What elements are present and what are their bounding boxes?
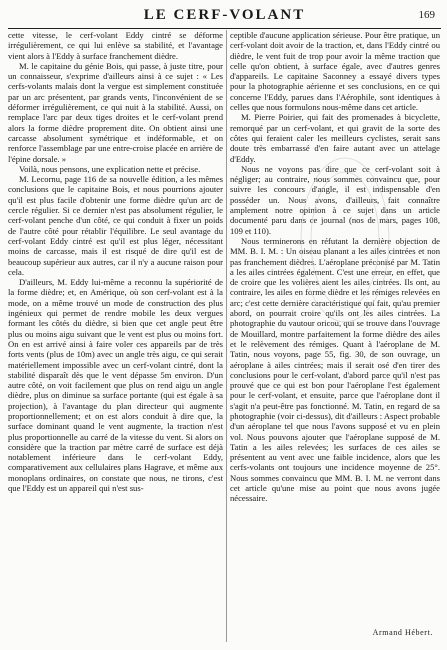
left-column [8,30,223,645]
paragraph: cette vitesse, le cerf-volant Eddy cintré se déforme irrégulièrement, ce qui lui enlève sa stabilité, et l'avantage vient alors à l'Eddy à surface franchement dièdre. [8,30,223,61]
author-signature: Armand Hébert. [372,628,433,637]
paragraph: ceptible d'aucune application sérieuse. Pour être pratique, un cerf-volant doit avoir de la traction, et, dans l'Eddy cintré ou dièdre, le vent fuit de trop pour avoir la même traction que celle qu'on obtient, à surface égale, avec d'autres genres d'appareils. Le capitaine Saconney a essayé divers types pour la photographie aérienne et ses conclusions, en ce qui concerne l'Eddy, parues dans l'Aérophile, sont identiques à celles que nous formulons nous-même dans cet article. [230,30,440,113]
paragraph: M. le capitaine du génie Bois, qui passe, à juste titre, pour un connaisseur, s'exprime d'ailleurs ainsi à ce sujet : « Les cerfs-volants malais dont la vergue est simplement constituée par un arc présentent, par grands vents, l'inconvénient de se déformer irrégulièrement, ce qui nuit à la stabilité. Aussi, on remplace l'arc par deux tiges droites et le cerf-volant prend alors la forme dièdre proprement dite. On obtient ainsi une carcasse absolument symétrique et indéformable, et on renforce l'assemblage par une entre-croise placée en arrière de l'épine dorsale. » [8,60,223,164]
column-rule [226,30,227,642]
paragraph: Voilà, nous pensons, une explication nette et précise. [19,163,201,174]
page-number: 169 [418,9,435,21]
paragraph: Nous ne voyons pas dire que ce cerf-volant soit à négliger; au contraire, nous sommes convaincu que, pour suivre les concours d'angle, il est indispensable d'en posséder un. Nous avons, d'ailleurs, fait connaître amplement notre opinion à ce sujet dans un article documenté paru dans ce journal (nos de mars, pages 108, 109 et 110). [230,163,440,236]
paragraph: M. Lecornu, page 116 de sa nouvelle édition, a les mêmes conclusions que le capitaine Bois, et nous pourrions ajouter qu'il est plus facile d'obtenir une forme dièdre qu'un arc de cercle régulier. Si ce dernier n'est pas absolument régulier, le cerf-volant penche d'un côté, ce qui conduit à fixer un poids de l'autre côté pour rétablir l'équilibre. Le seul avantage du cerf-volant Eddy cintré est qu'il est plus léger, nécessitant moins de carcasse, mais il est risqué de dire qu'il est de beaucoup supérieur aux autres, car il n'y a aucune raison pour cela. [8,174,223,277]
paragraph: M. Pierre Poirier, qui fait des promenades à bicyclette, remorqué par un cerf-volant, et qui gravit de la sorte des côtes qui feraient caler les meilleurs cyclistes, serait sans doute très embarrassé d'en faire autant avec un attelage d'Eddy. [230,112,440,164]
paragraph: Nous terminerons en réfutant la dernière objection de MM. B. I. M. : Un oiseau planant a les ailes cintrées et non pas franchement dièdres. L'aéroplane préconisé par M. Tatin a les ailes cintrées également. C'est une erreur, en effet, que de croire que les volières aient les ailes cintrées. Ils ont, au contraire, les ailes en forme dièdre et les rémiges relevées en arc; c'est cette dernière caractéristique qui fait, qu'au premier abord, on pourrait croire qu'ils ont les ailes cintrées. La photographie du vautour oricou, qui se trouve dans l'ouvrage de Mouillard, montre parfaitement la forme dièdre des ailes et le relèvement des rémiges. Quant à l'aéroplane de M. Tatin, nous voyons, page 55, fig. 30, de son ouvrage, un aéroplane à ailes cintrées; mais il serait osé d'en tirer des conclusions pour le cerf-volant, d'abord parce qu'il n'est pas prouvé que ce qui est bon pour l'aéroplane l'est également pour le cerf-volant, et ensuite, parce que l'aéroplane dont il s'agit n'a peut-être pas fonctionné. M. Tatin, en regard de sa photographie (voir ci-dessus), dit d'ailleurs : Aspect probable d'un aéroplane tel que nous l'avons supposé et vu en plein vol. Nous pouvons ajouter que l'aéroplane supposé de M. Tatin a les ailes relevées; les surfaces de ces ailes se présentent au vent avec une faible incidence, alors que les cerfs-volants ont toujours une incidence moyenne de 25°. Nous sommes convaincu que MM. B. I. M. ne verront dans cet article qu'une mise au point que nous avons jugée nécessaire. [230,235,440,504]
right-column [230,30,440,645]
page-header [8,4,441,29]
running-title: LE CERF-VOLANT [143,7,306,23]
paragraph: D'ailleurs, M. Eddy lui-même a reconnu la supériorité de la forme dièdre; et, en Amérique, où son cerf-volant est à la mode, on a même trouvé un mode de construction des plus ingénieux qui permet de rendre mobile les deux vergues formant les côtés du dièdre, si bien que cet angle peut être plus ou moins aigu suivant que le vent est plus ou moins fort. On en est arrivé ainsi à faire voler ces appareils par de très forts vents (plus de 10m) avec un angle très aigu, ce qui serait matériellement impossible avec un cerf-volant cintré, dont la stabilité disparaît dès que le vent dépasse 5m environ. D'un autre côté, on voit facilement que plus on rend aigu un angle dièdre, plus on diminue sa surface portante (qui est égale à sa projection), à l'avantage du plan directeur qui augmente proportionnellement; et on est alors conduit à dire que, la surface dominant quand le vent augmente, la traction n'est plus proportionnelle au carré de la vitesse du vent. Si alors on considère que la traction par mètre carré de surface est déjà notablement inférieure dans le cerf-volant Eddy, comparativement aux cellulaires plans Hagrave, et même aux monoplans ordinaires, on constate que nous, ne tirons, c'est que l'Eddy est un appareil qui n'est sus- [8,277,223,494]
